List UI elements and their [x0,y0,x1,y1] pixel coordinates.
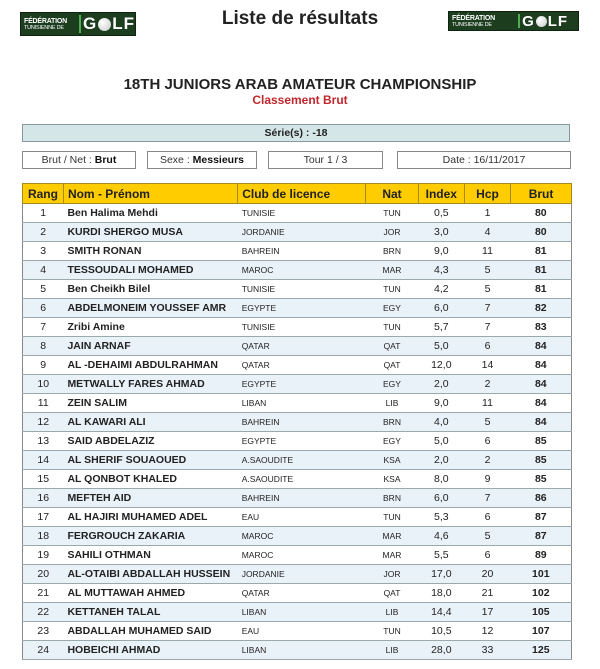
col-header-index: Index [418,184,464,204]
cell-nat: LIB [366,641,418,660]
cell-nom: AL MUTTAWAH AHMED [63,584,237,603]
cell-nom: JAIN ARNAF [63,337,237,356]
federation-logo-right [448,11,579,31]
cell-rang: 19 [23,546,64,565]
cell-rang: 6 [23,299,64,318]
cell-nom: ZEIN SALIM [63,394,237,413]
cell-club: QATAR [238,356,366,375]
cell-nat: TUN [366,318,418,337]
cell-nom: AL SHERIF SOUAOUED [63,451,237,470]
table-row [23,489,572,508]
cell-rang: 12 [23,413,64,432]
col-header-club: Club de licence [238,184,366,204]
table-row [23,546,572,565]
cell-nom: ABDELMONEIM YOUSSEF AMR [63,299,237,318]
cell-index: 28,0 [418,641,464,660]
cell-brut: 83 [511,318,572,337]
cell-brut: 107 [511,622,572,641]
cell-brut: 84 [511,394,572,413]
cell-club: LIBAN [238,394,366,413]
cell-nom: AL -DEHAIMI ABDULRAHMAN [63,356,237,375]
cell-hcp: 9 [464,470,510,489]
table-row [23,603,572,622]
cell-index: 4,2 [418,280,464,299]
cell-brut: 84 [511,375,572,394]
cell-index: 6,0 [418,299,464,318]
cell-brut: 87 [511,527,572,546]
logo-golf-text: G LF [82,14,135,33]
cell-club: EGYPTE [238,299,366,318]
cell-club: MAROC [238,527,366,546]
cell-club: EAU [238,508,366,527]
cell-club: JORDANIE [238,565,366,584]
cell-nat: EGY [366,299,418,318]
cell-rang: 3 [23,242,64,261]
cell-nom: AL-OTAIBI ABDALLAH HUSSEIN [63,565,237,584]
cell-rang: 16 [23,489,64,508]
cell-rang: 13 [23,432,64,451]
table-row [23,223,572,242]
cell-hcp: 2 [464,375,510,394]
cell-club: LIBAN [238,641,366,660]
cell-hcp: 11 [464,394,510,413]
cell-hcp: 20 [464,565,510,584]
table-row [23,299,572,318]
cell-nat: TUN [366,204,418,223]
cell-nom: SAHILI OTHMAN [63,546,237,565]
table-row [23,204,572,223]
cell-club: EGYPTE [238,432,366,451]
table-row [23,451,572,470]
cell-hcp: 7 [464,299,510,318]
cell-club: MAROC [238,546,366,565]
cell-index: 14,4 [418,603,464,622]
cell-club: BAHREIN [238,413,366,432]
cell-nat: TUN [366,508,418,527]
cell-index: 5,5 [418,546,464,565]
cell-rang: 4 [23,261,64,280]
cell-nat: LIB [366,603,418,622]
cell-nat: QAT [366,337,418,356]
cell-rang: 14 [23,451,64,470]
cell-nat: TUN [366,280,418,299]
cell-index: 2,0 [418,375,464,394]
cell-nat: LIB [366,394,418,413]
logo-separator [518,14,520,28]
cell-index: 4,6 [418,527,464,546]
cell-club: EGYPTE [238,375,366,394]
filter-sexe: Sexe : Messieurs [147,151,257,169]
cell-index: 18,0 [418,584,464,603]
cell-rang: 10 [23,375,64,394]
cell-index: 12,0 [418,356,464,375]
cell-rang: 7 [23,318,64,337]
col-header-nat: Nat [366,184,418,204]
cell-index: 4,0 [418,413,464,432]
cell-brut: 82 [511,299,572,318]
cell-hcp: 21 [464,584,510,603]
cell-brut: 85 [511,470,572,489]
cell-nom: AL HAJIRI MUHAMED ADEL [63,508,237,527]
cell-rang: 22 [23,603,64,622]
cell-rang: 21 [23,584,64,603]
cell-club: EAU [238,622,366,641]
cell-nat: BRN [366,242,418,261]
cell-nom: SAID ABDELAZIZ [63,432,237,451]
cell-brut: 101 [511,565,572,584]
cell-index: 2,0 [418,451,464,470]
cell-nom: KURDI SHERGO MUSA [63,223,237,242]
filter-brut-net: Brut / Net : Brut [22,151,136,169]
cell-index: 10,5 [418,622,464,641]
table-row [23,261,572,280]
cell-club: MAROC [238,261,366,280]
table-row [23,280,572,299]
cell-nat: QAT [366,584,418,603]
cell-hcp: 17 [464,603,510,622]
cell-rang: 11 [23,394,64,413]
cell-hcp: 5 [464,261,510,280]
cell-hcp: 6 [464,432,510,451]
results-body [23,204,572,660]
cell-index: 5,0 [418,432,464,451]
cell-nat: QAT [366,356,418,375]
table-row [23,565,572,584]
col-header-hcp: Hcp [464,184,510,204]
cell-nat: BRN [366,413,418,432]
cell-nom: Ben Cheikh Bilel [63,280,237,299]
cell-rang: 2 [23,223,64,242]
cell-nom: SMITH RONAN [63,242,237,261]
cell-nat: BRN [366,489,418,508]
cell-hcp: 1 [464,204,510,223]
col-header-nom: Nom - Prénom [63,184,237,204]
cell-index: 9,0 [418,242,464,261]
table-row [23,527,572,546]
cell-hcp: 6 [464,337,510,356]
table-row [23,641,572,660]
cell-brut: 84 [511,337,572,356]
logo-federation-text: FÉDÉRATION TUNISIENNE DE [452,14,495,28]
cell-brut: 87 [511,508,572,527]
cell-brut: 102 [511,584,572,603]
cell-nom: Ben Halima Mehdi [63,204,237,223]
cell-brut: 84 [511,413,572,432]
cell-brut: 125 [511,641,572,660]
cell-hcp: 5 [464,527,510,546]
classement-subtitle: Classement Brut [252,93,348,107]
cell-rang: 5 [23,280,64,299]
cell-nom: FERGROUCH ZAKARIA [63,527,237,546]
table-row [23,375,572,394]
cell-nat: EGY [366,375,418,394]
cell-brut: 105 [511,603,572,622]
table-row [23,394,572,413]
cell-nom: HOBEICHI AHMAD [63,641,237,660]
table-row [23,470,572,489]
cell-rang: 1 [23,204,64,223]
table-row [23,432,572,451]
cell-club: BAHREIN [238,242,366,261]
championship-title: 18TH JUNIORS ARAB AMATEUR CHAMPIONSHIP [123,76,477,93]
cell-nat: MAR [366,527,418,546]
cell-nat: KSA [366,451,418,470]
cell-brut: 85 [511,432,572,451]
cell-brut: 89 [511,546,572,565]
cell-nom: AL KAWARI ALI [63,413,237,432]
cell-nat: TUN [366,622,418,641]
cell-index: 5,7 [418,318,464,337]
cell-nom: MEFTEH AID [63,489,237,508]
cell-nom: ABDALLAH MUHAMED SAID [63,622,237,641]
cell-hcp: 6 [464,508,510,527]
cell-hcp: 5 [464,413,510,432]
col-header-rang: Rang [23,184,64,204]
cell-club: TUNISIE [238,280,366,299]
serie-bar: Série(s) : -18 [22,124,570,142]
cell-index: 4,3 [418,261,464,280]
cell-brut: 81 [511,280,572,299]
cell-hcp: 11 [464,242,510,261]
cell-hcp: 12 [464,622,510,641]
cell-brut: 80 [511,223,572,242]
col-header-brut: Brut [511,184,572,204]
cell-nom: KETTANEH TALAL [63,603,237,622]
golf-ball-icon [536,16,547,27]
cell-index: 9,0 [418,394,464,413]
cell-index: 3,0 [418,223,464,242]
cell-club: A.SAOUDITE [238,451,366,470]
cell-index: 17,0 [418,565,464,584]
cell-index: 0,5 [418,204,464,223]
cell-brut: 85 [511,451,572,470]
cell-index: 5,0 [418,337,464,356]
cell-index: 8,0 [418,470,464,489]
cell-nom: Zribi Amine [63,318,237,337]
table-header-row [23,184,572,204]
cell-hcp: 4 [464,223,510,242]
cell-brut: 80 [511,204,572,223]
table-row [23,356,572,375]
filter-tour: Tour 1 / 3 [268,151,383,169]
cell-nom: AL QONBOT KHALED [63,470,237,489]
cell-brut: 86 [511,489,572,508]
cell-club: QATAR [238,337,366,356]
logo-golf-text: G LF [522,12,569,30]
cell-nat: EGY [366,432,418,451]
cell-club: TUNISIE [238,318,366,337]
filter-date: Date : 16/11/2017 [397,151,571,169]
cell-hcp: 33 [464,641,510,660]
cell-hcp: 7 [464,489,510,508]
table-row [23,242,572,261]
cell-nom: TESSOUDALI MOHAMED [63,261,237,280]
cell-club: LIBAN [238,603,366,622]
cell-brut: 81 [511,242,572,261]
cell-nat: JOR [366,223,418,242]
cell-hcp: 14 [464,356,510,375]
cell-rang: 9 [23,356,64,375]
cell-rang: 20 [23,565,64,584]
cell-rang: 24 [23,641,64,660]
cell-club: QATAR [238,584,366,603]
cell-nat: MAR [366,546,418,565]
logo-federation-text: FÉDÉRATION TUNISIENNE DE [24,17,67,31]
table-row [23,584,572,603]
cell-rang: 8 [23,337,64,356]
cell-brut: 81 [511,261,572,280]
cell-club: TUNISIE [238,204,366,223]
table-row [23,622,572,641]
cell-hcp: 2 [464,451,510,470]
cell-index: 5,3 [418,508,464,527]
cell-hcp: 5 [464,280,510,299]
cell-club: A.SAOUDITE [238,470,366,489]
cell-nom: METWALLY FARES AHMAD [63,375,237,394]
cell-index: 6,0 [418,489,464,508]
cell-rang: 15 [23,470,64,489]
cell-nat: JOR [366,565,418,584]
table-row [23,337,572,356]
cell-rang: 23 [23,622,64,641]
page-title: Liste de résultats [221,8,379,29]
cell-club: JORDANIE [238,223,366,242]
table-row [23,318,572,337]
cell-hcp: 6 [464,546,510,565]
cell-club: BAHREIN [238,489,366,508]
results-table [22,183,572,660]
table-row [23,508,572,527]
cell-nat: KSA [366,470,418,489]
cell-rang: 18 [23,527,64,546]
cell-hcp: 7 [464,318,510,337]
cell-nat: MAR [366,261,418,280]
cell-rang: 17 [23,508,64,527]
table-row [23,413,572,432]
cell-brut: 84 [511,356,572,375]
